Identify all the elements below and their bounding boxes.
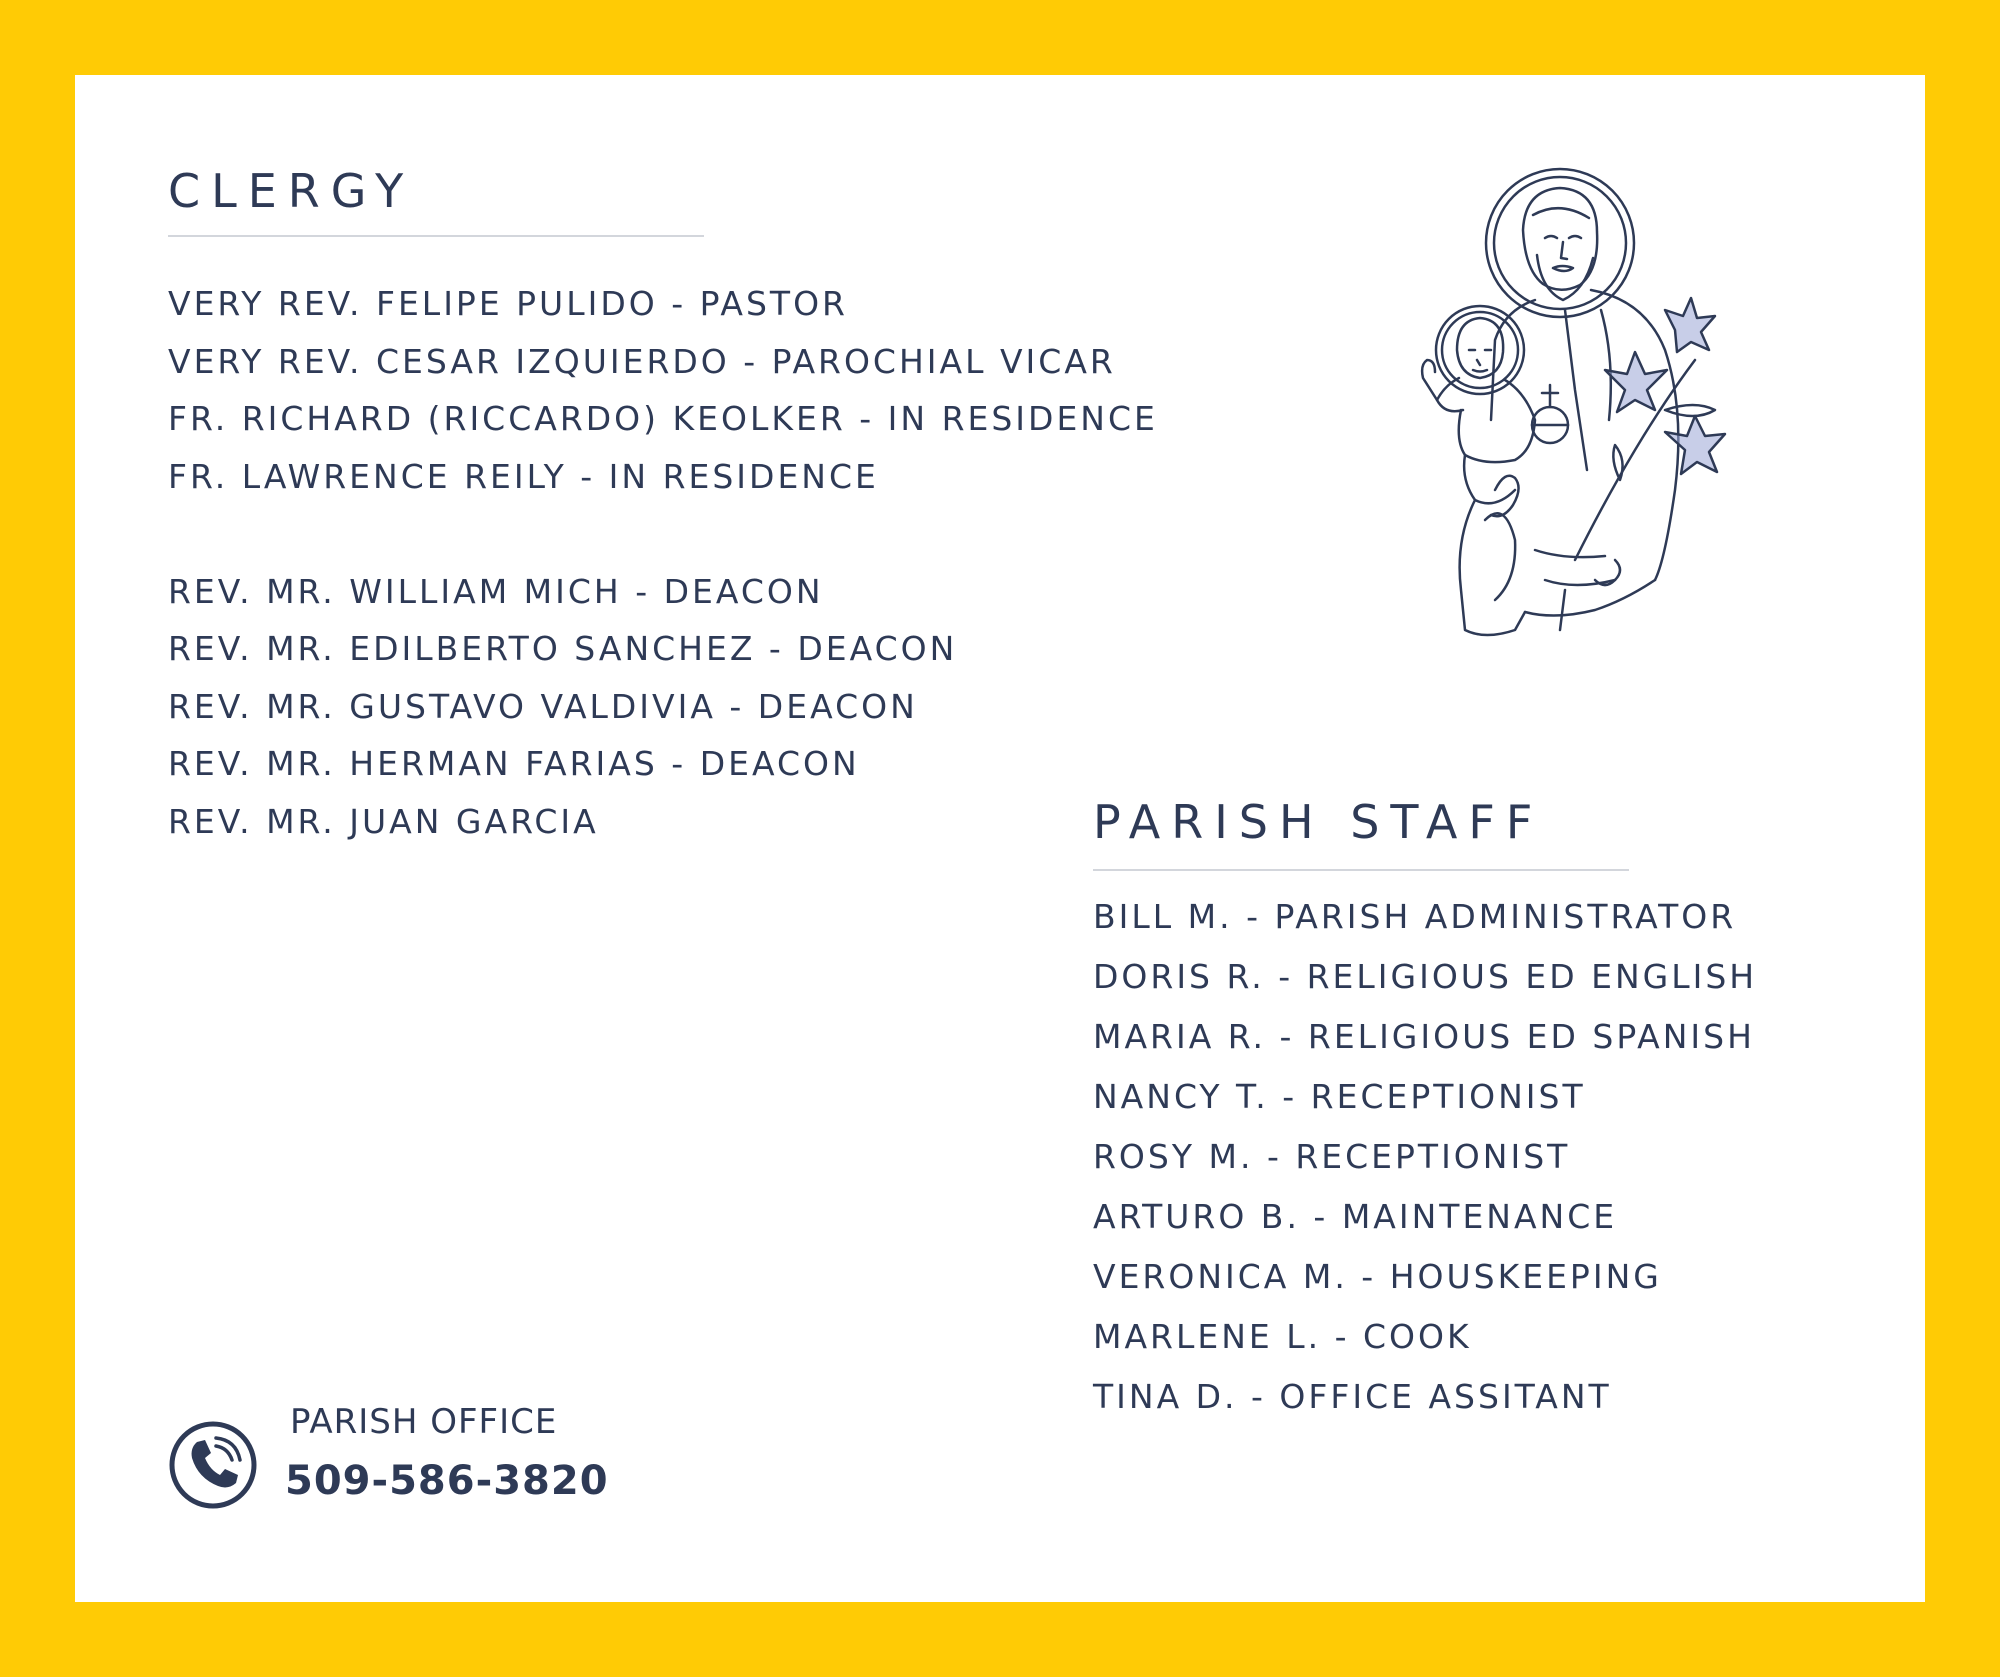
staff-item: BILL M. - PARISH ADMINISTRATOR [1093,897,1737,936]
staff-item: DORIS R. - RELIGIOUS ED ENGLISH [1093,957,1758,996]
deacon-item: REV. MR. HERMAN FARIAS - DEACON [168,744,860,783]
staff-divider [1093,869,1629,871]
staff-item: TINA D. - OFFICE ASSITANT [1093,1377,1612,1416]
staff-item: MARIA R. - RELIGIOUS ED SPANISH [1093,1017,1755,1056]
staff-heading: PARISH STAFF [1093,795,1544,849]
clergy-list [168,275,1158,850]
clergy-item: FR. LAWRENCE REILY - IN RESIDENCE [168,456,879,496]
staff-item: MARLENE L. - COOK [1093,1317,1472,1356]
clergy-divider [168,235,704,237]
clergy-item: FR. RICHARD (RICCARDO) KEOLKER - IN RESIDENCE [168,399,1158,438]
clergy-item: VERY REV. FELIPE PULIDO - PASTOR [168,284,848,323]
list-spacer [168,505,1158,563]
card [75,75,1925,1602]
staff-list [1093,887,1757,1427]
staff-item: ROSY M. - RECEPTIONIST [1093,1137,1571,1176]
deacon-item: REV. MR. WILLIAM MICH - DEACON [168,571,824,611]
office-phone-number[interactable]: 509-586-3820 [285,1458,609,1504]
saint-joseph-with-child-illustration [1365,160,1835,660]
clergy-heading: CLERGY [168,164,415,218]
clergy-item: VERY REV. CESAR IZQUIERDO - PAROCHIAL VICAR [168,341,1116,381]
phone-icon [168,1420,258,1510]
staff-item: NANCY T. - RECEPTIONIST [1093,1077,1586,1116]
deacon-item: REV. MR. JUAN GARCIA [168,801,599,841]
staff-item: VERONICA M. - HOUSKEEPING [1093,1257,1662,1296]
staff-item: ARTURO B. - MAINTENANCE [1093,1197,1618,1236]
office-label: PARISH OFFICE [290,1402,558,1442]
deacon-item: REV. MR. GUSTAVO VALDIVIA - DEACON [168,686,918,726]
deacon-item: REV. MR. EDILBERTO SANCHEZ - DEACON [168,629,958,668]
